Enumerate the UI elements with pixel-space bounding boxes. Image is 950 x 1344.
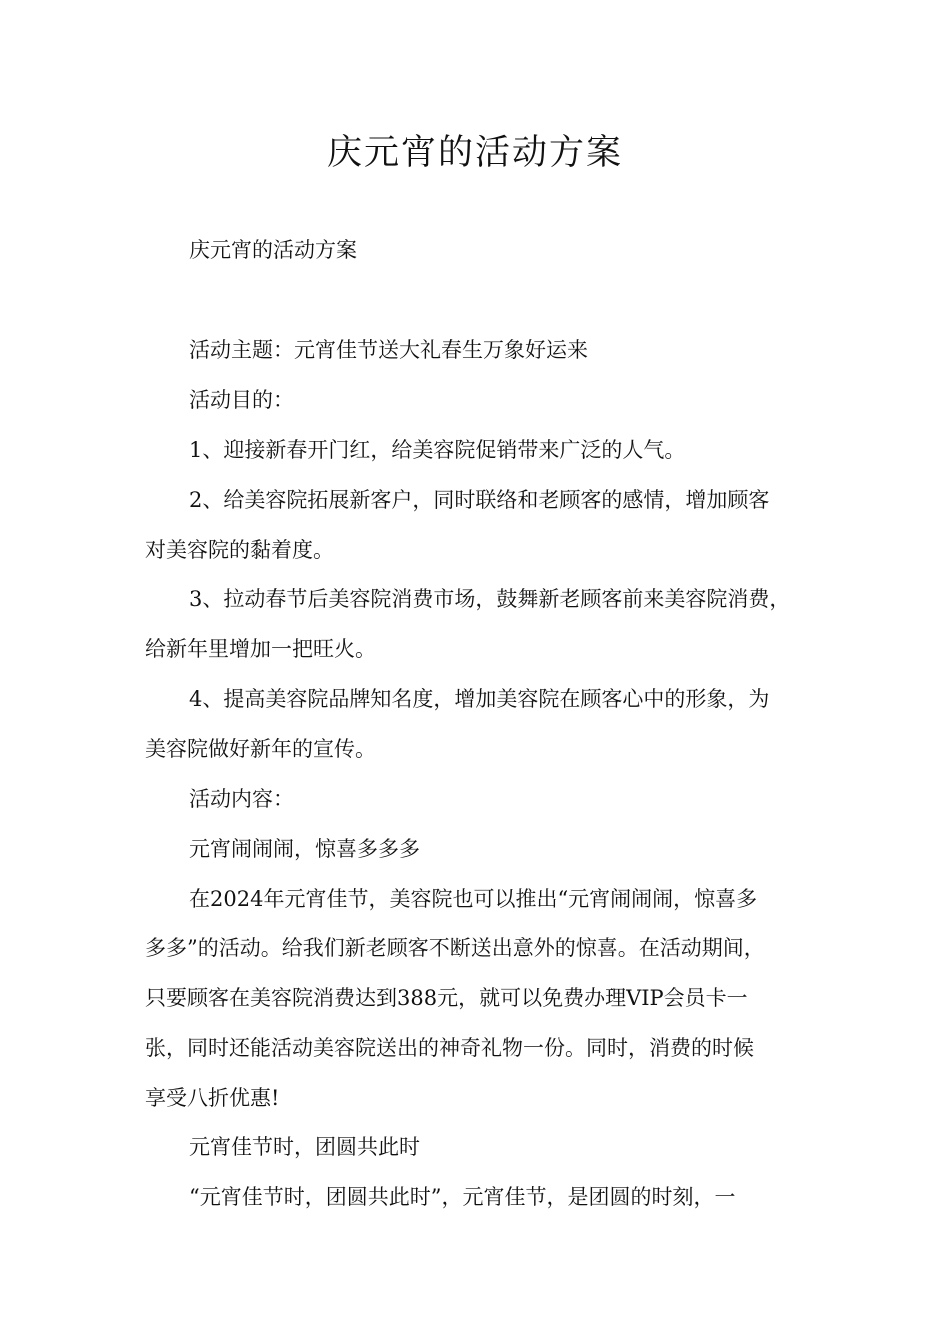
paragraph-line: 活动内容： xyxy=(189,787,294,811)
paragraph-line: 活动目的： xyxy=(189,388,294,412)
paragraph-line: 4、提高美容院品牌知名度，增加美容院在顾客心中的形象，为 xyxy=(189,687,770,711)
paragraph-line: 2、给美容院拓展新客户，同时联络和老顾客的感情，增加顾客 xyxy=(189,488,770,512)
paragraph-line: 元宵佳节时，团圆共此时 xyxy=(189,1135,420,1159)
paragraph-line: 在2024年元宵佳节，美容院也可以推出“元宵闹闹闹，惊喜多 xyxy=(189,887,758,911)
paragraph-line: 多多”的活动。给我们新老顾客不断送出意外的惊喜。在活动期间， xyxy=(145,936,765,960)
document-title: 庆元宵的活动方案 xyxy=(326,133,623,173)
paragraph-line: 美容院做好新年的宣传。 xyxy=(145,737,376,761)
paragraph-line: “元宵佳节时，团圆共此时”，元宵佳节，是团圆的时刻，一 xyxy=(189,1185,736,1209)
paragraph-line: 给新年里增加一把旺火。 xyxy=(145,637,376,661)
paragraph-line: 享受八折优惠! xyxy=(145,1086,280,1110)
subtitle-line: 庆元宵的活动方案 xyxy=(189,238,357,262)
paragraph-line: 1、迎接新春开门红，给美容院促销带来广泛的人气。 xyxy=(189,438,686,462)
paragraph-line: 活动主题：元宵佳节送大礼春生万象好运来 xyxy=(189,338,588,362)
paragraph-line: 元宵闹闹闹，惊喜多多多 xyxy=(189,837,420,861)
paragraph-line: 张，同时还能活动美容院送出的神奇礼物一份。同时，消费的时候 xyxy=(145,1036,754,1060)
paragraph-line: 对美容院的黏着度。 xyxy=(145,538,334,562)
paragraph-line: 3、拉动春节后美容院消费市场，鼓舞新老顾客前来美容院消费， xyxy=(189,587,791,611)
paragraph-line: 只要顾客在美容院消费达到388元，就可以免费办理VIP会员卡一 xyxy=(145,986,748,1010)
